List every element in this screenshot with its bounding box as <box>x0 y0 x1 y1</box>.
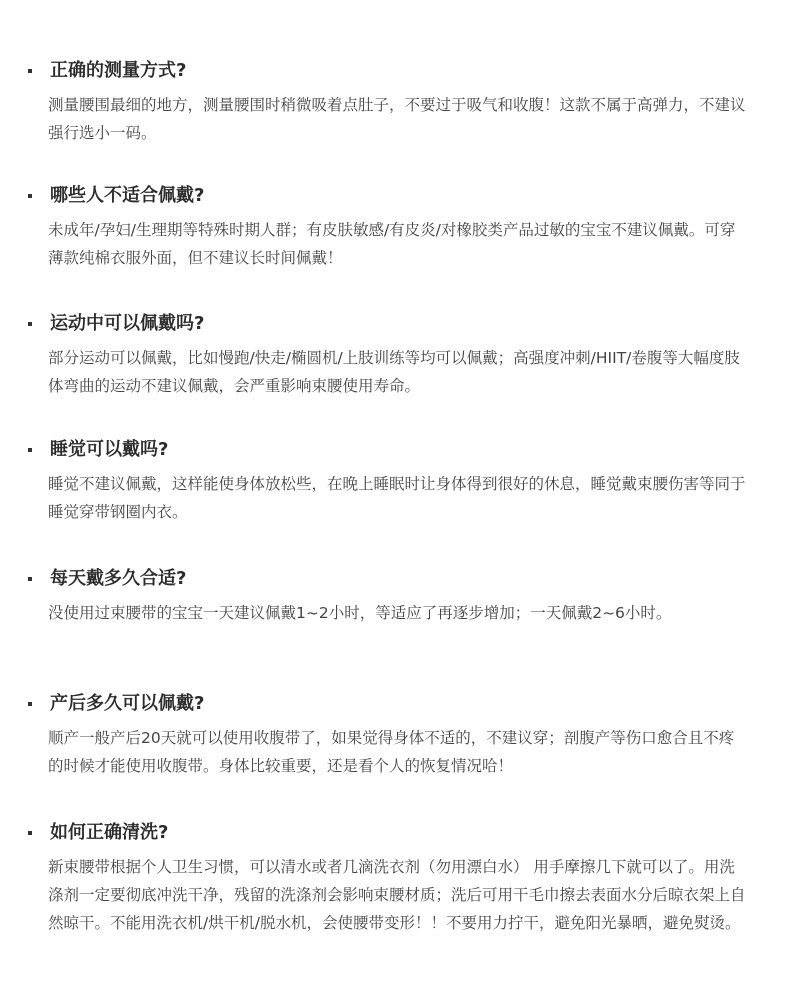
bullet-icon <box>28 577 32 581</box>
bullet-icon <box>28 194 32 198</box>
faq-item-exercise <box>0 311 790 395</box>
faq-question: 每天戴多久合适? <box>50 568 187 589</box>
bullet-icon <box>28 69 32 73</box>
faq-question: 哪些人不适合佩戴? <box>50 185 205 206</box>
faq-item-measurement <box>0 58 790 142</box>
faq-item-washing <box>0 820 790 932</box>
faq-question: 如何正确清洗? <box>50 822 169 843</box>
faq-item-duration <box>0 566 790 622</box>
faq-question: 正确的测量方式? <box>50 60 187 81</box>
faq-question: 产后多久可以佩戴? <box>50 693 205 714</box>
bullet-icon <box>28 322 32 326</box>
faq-answer: 未成年/孕妇/生理期等特殊时期人群；有皮肤敏感/有皮炎/对橡胶类产品过敏的宝宝不建议佩戴。可穿薄款纯棉衣服外面，但不建议长时间佩戴！ <box>48 221 736 267</box>
faq-item-postpartum <box>0 691 790 775</box>
bullet-icon <box>28 448 32 452</box>
bullet-icon <box>28 702 32 706</box>
faq-answer: 顺产一般产后20天就可以使用收腹带了，如果觉得身体不适的，不建议穿；剖腹产等伤口愈合且不疼的时候才能使用收腹带。身体比较重要，还是看个人的恢复情况哈！ <box>48 729 735 775</box>
faq-question: 运动中可以佩戴吗? <box>50 313 205 334</box>
faq-answer: 没使用过束腰带的宝宝一天建议佩戴1~2小时，等适应了再逐步增加；一天佩戴2~6小时。 <box>48 604 672 622</box>
faq-answer: 睡觉不建议佩戴，这样能使身体放松些，在晚上睡眠时让身体得到很好的休息，睡觉戴束腰伤害等同于睡觉穿带钢圈内衣。 <box>48 475 746 521</box>
faq-question: 睡觉可以戴吗? <box>50 439 169 460</box>
faq-item-sleep <box>0 437 790 521</box>
faq-answer: 新束腰带根据个人卫生习惯，可以清水或者几滴洗衣剂（勿用漂白水） 用手摩擦几下就可以了。用洗涤剂一定要彻底冲洗干净，残留的洗涤剂会影响束腰材质；洗后可用干毛巾擦去表面水分后晾衣架上自然晾干。不能用洗衣机/烘干机/脱水机，会使腰带变形！！不要用力拧干，避免阳光暴晒，避免熨烫。 <box>48 858 746 932</box>
faq-answer: 测量腰围最细的地方，测量腰围时稍微吸着点肚子，不要过于吸气和收腹！这款不属于高弹力，不建议强行选小一码。 <box>48 96 746 142</box>
faq-answer: 部分运动可以佩戴，比如慢跑/快走/椭圆机/上肢训练等均可以佩戴；高强度冲刺/HIIT/卷腹等大幅度肢体弯曲的运动不建议佩戴，会严重影响束腰使用寿命。 <box>48 349 740 395</box>
bullet-icon <box>28 831 32 835</box>
faq-item-unsuitable <box>0 183 790 267</box>
